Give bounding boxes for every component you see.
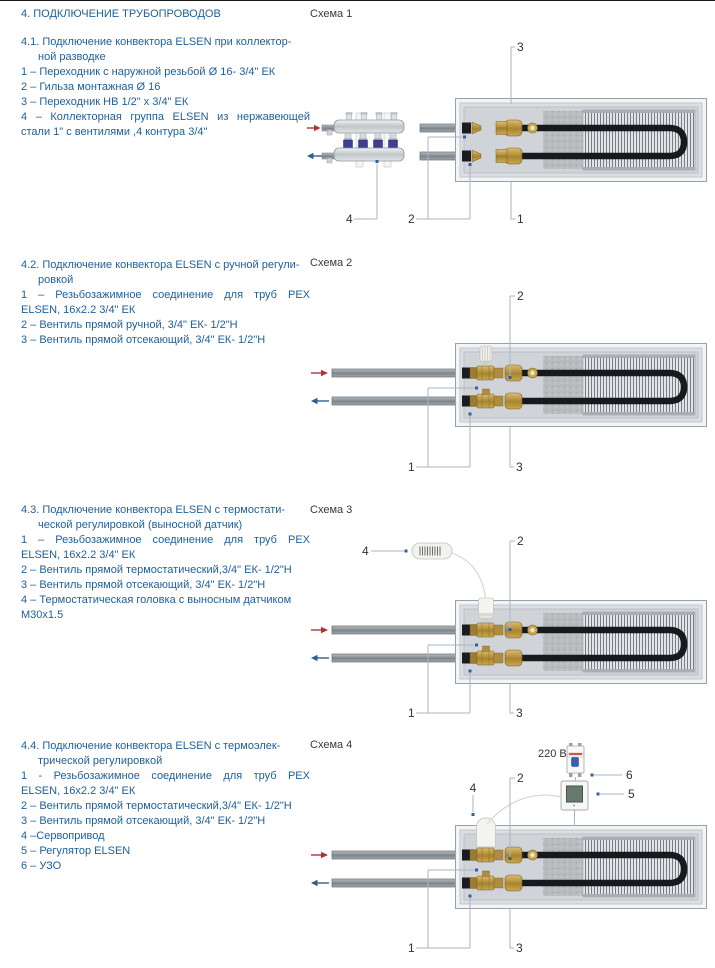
callout-3 [511,40,524,104]
legend-item: 4 – Коллекторная группа ELSEN из нержавеющей [21,111,310,123]
callout-3 [510,909,523,955]
callout-5 [597,787,636,801]
section-title-line: ровкой [38,274,74,286]
scheme-4-diagram [311,743,707,955]
supply-arrow-icon [311,627,328,633]
callout-label: 1 [517,212,524,226]
callout-4 [362,544,408,558]
callout-label: 1 [408,460,415,474]
legend-item: ELSEN, 16x2.2 3/4" ЕК [21,785,136,797]
callout-label: 2 [517,534,524,548]
supply-arrow-icon [311,852,328,858]
callout-label: 3 [516,460,523,474]
convector [456,344,707,427]
callout-6 [591,768,634,782]
legend-item: 2 – Вентиль прямой термостатический,3/4" ЕК- 1/2"Н [21,800,292,812]
rcd-breaker [567,743,584,777]
legend-item: M30x1.5 [21,609,64,621]
scheme-4-title: Схема 4 [310,739,353,751]
section-title-line: 4.2. Подключение конвектора ELSEN с ручной регули- [21,259,300,271]
supply-pipe [332,851,467,859]
manifold [322,112,404,167]
scheme-2-diagram [311,289,707,474]
legend-item: 3 – Переходник НВ 1/2" x 3/4" ЕК [21,96,189,108]
supply-arrow-icon [307,125,321,131]
callout-label: 4 [346,212,353,226]
legend-item: стали 1" с вентилями ,4 контура 3/4" [21,126,208,138]
callout-3 [510,684,523,720]
return-pipe [332,397,467,405]
scheme-3-title: Схема 3 [310,504,353,516]
callout-label: 1 [408,706,415,720]
return-arrow-icon [311,655,329,661]
legend-item: 1 – Переходник с наружной резьбой Ø 16- 3/4" ЕК [21,66,276,78]
callout-label: 3 [516,706,523,720]
section-title-line: 4.1. Подключение конвектора ELSEN при коллектор- [21,36,292,48]
servo-cable [487,795,561,824]
return-arrow-icon [311,880,329,886]
supply-pipe [332,369,467,377]
supply-arrow-icon [311,370,328,376]
remote-sensor [412,543,452,559]
callout-label: 1 [408,941,415,955]
legend-item: ELSEN, 16x2.2 3/4" ЕК [21,304,136,316]
callout-4 [346,160,379,226]
section-title-line: 4.4. Подключение конвектора ELSEN с термоэлек- [21,740,281,752]
return-pipe [332,654,467,662]
legend-item: 2 – Гильза монтажная Ø 16 [21,81,161,93]
regulator [561,781,588,810]
legend-item: 4 – Термостатическая головка с выносным датчиком [21,594,292,606]
section-title-line: ческой регулировкой (выносной датчик) [38,519,243,531]
callout-4 [470,781,477,816]
callout-label: 2 [408,212,415,226]
legend-item: 5 – Регулятор ELSEN [21,845,131,857]
section-title-line: трической регулировкой [38,755,163,767]
scheme-1-diagram [307,40,707,226]
legend-item: ELSEN, 16x2.2 3/4" ЕК [21,549,136,561]
scheme-3-diagram [311,534,707,720]
callout-label: 5 [628,787,635,801]
manifold-valve-handles [344,140,398,148]
sensor-cable [452,553,486,600]
legend-item: 2 – Вентиль прямой термостатический,3/4" ЕК- 1/2"Н [21,564,292,576]
callout-3 [510,427,523,474]
page-title: 4. ПОДКЛЮЧЕНИЕ ТРУБОПРОВОДОВ [21,8,221,20]
legend-item: 3 – Вентиль прямой отсекающий, 3/4" ЕК- 1/2"Н [21,815,266,827]
scheme-1-title: Схема 1 [310,8,353,20]
callout-label: 6 [626,768,633,782]
callout-label: 2 [517,771,524,785]
return-arrow-icon [311,398,329,404]
callout-label: 3 [516,941,523,955]
convector [456,99,707,182]
callout-label: 4 [469,781,477,795]
legend-item: 2 – Вентиль прямой ручной, 3/4" ЕК- 1/2"Н [21,319,238,331]
return-pipe [332,879,467,887]
callout-label: 4 [362,544,369,558]
return-arrow-icon [307,153,322,159]
legend-item: 3 – Вентиль прямой отсекающий, 3/4" ЕК- 1/2"Н [21,579,266,591]
callout-label: 2 [517,289,524,303]
callout-1 [511,182,524,226]
supply-pipe [332,626,467,634]
section-title-line: ной разводке [38,51,106,63]
legend-item: 6 – УЗО [21,860,62,872]
legend-item: 4 –Сервопривод [21,830,105,842]
callout-label: 3 [517,40,524,54]
legend-item: 1 – Резьбозажимное соединение для труб PEX [21,289,310,301]
scheme-2-title: Схема 2 [310,257,353,269]
legend-item: 3 – Вентиль прямой отсекающий, 3/4" ЕК- 1/2"Н [21,334,266,346]
legend-item: 1 - Резьбозажимное соединение для труб PEX [21,770,310,782]
section-title-line: 4.3. Подключение конвектора ELSEN с термостати- [21,504,286,516]
legend-item: 1 – Резьбозажимное соединение для труб PEX [21,534,310,546]
voltage-label: 220 В [538,748,567,760]
